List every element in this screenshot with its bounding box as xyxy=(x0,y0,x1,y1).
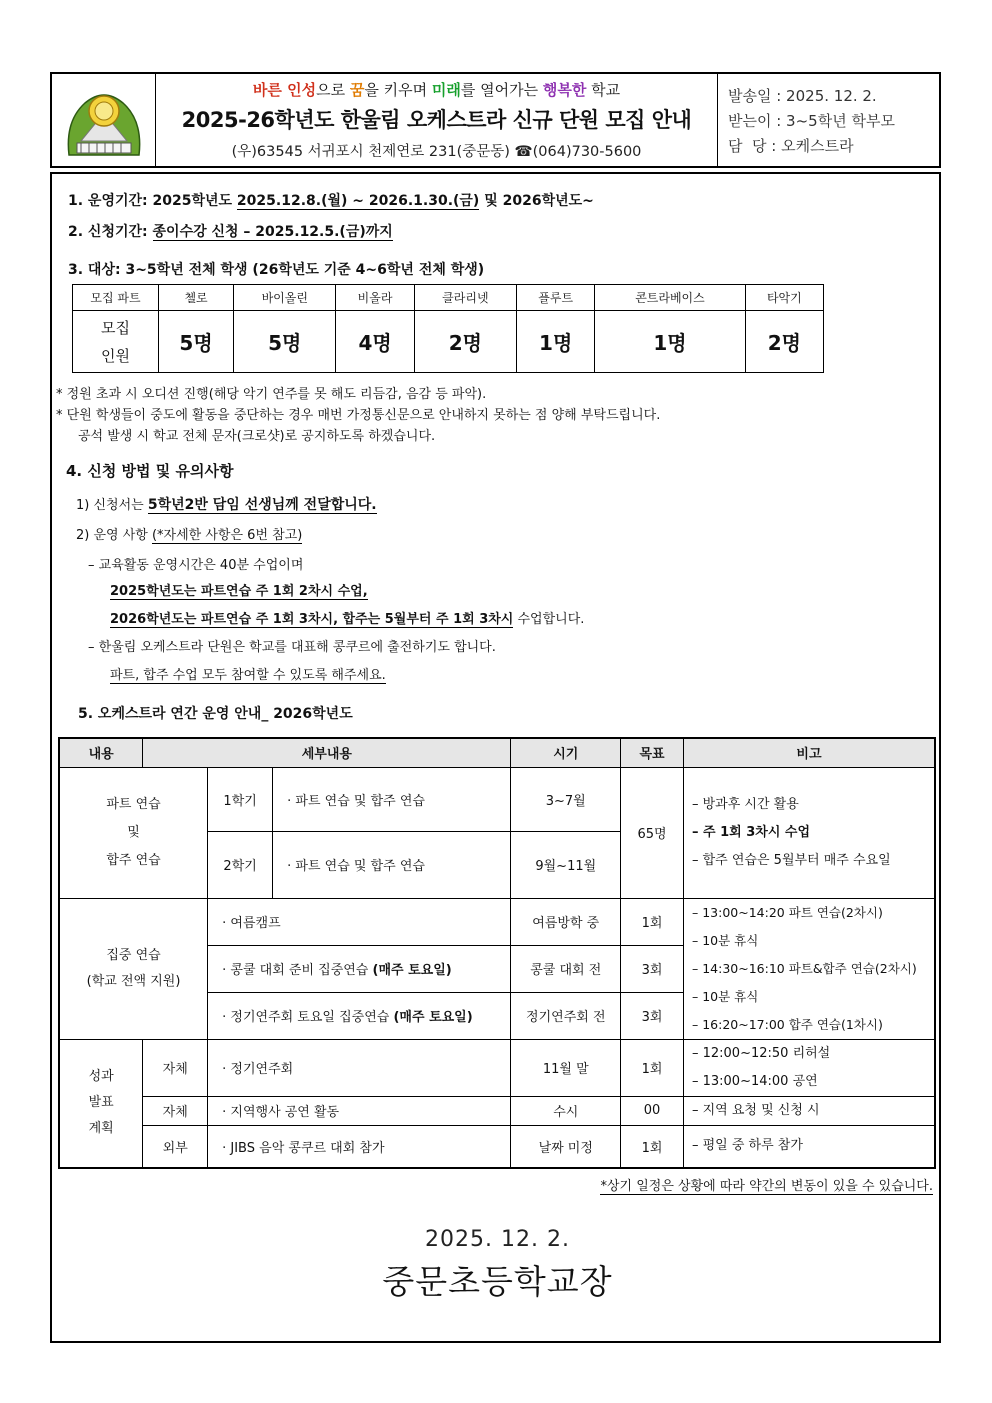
note-dropout: * 단원 학생들이 중도에 활동을 중단하는 경우 매번 가정통신문으로 안내하지 못하는 점 양해 부탁드립니다. xyxy=(56,408,661,423)
section-application-method: 4. 신청 방법 및 유의사항 xyxy=(66,462,234,480)
schedule-table xyxy=(58,737,936,1169)
recruit-header-cell: 첼로 xyxy=(159,285,234,311)
perf-type: 자체 xyxy=(143,1096,208,1125)
recruit-header-cell: 클라리넷 xyxy=(414,285,516,311)
regular-concert-target: 1회 xyxy=(621,1039,684,1096)
schedule-header-cell: 내용 xyxy=(59,738,143,767)
jibs-contest-period: 날짜 미정 xyxy=(511,1125,621,1168)
contest-prep-period: 콩쿨 대회 전 xyxy=(511,945,621,992)
recruit-count-cell: 1명 xyxy=(517,311,595,373)
recruit-count-cell: 4명 xyxy=(336,311,414,373)
school-emblem-icon xyxy=(63,81,145,159)
semester-2-period: 9월~11월 xyxy=(511,831,621,898)
recruit-row-label: 모집 인원 xyxy=(73,311,159,373)
local-event-target: 00 xyxy=(621,1096,684,1125)
contest-prep-target: 3회 xyxy=(621,945,684,992)
school-address: (우)63545 서귀포시 천제연로 231(중문동) ☎(064)730-5600 xyxy=(231,144,642,160)
concert-prep-target: 3회 xyxy=(621,992,684,1039)
document-info xyxy=(718,74,939,166)
manager: 담 당 : 오케스트라 xyxy=(728,137,854,155)
jibs-contest-detail: · JIBS 음악 콩쿠르 대회 참가 xyxy=(208,1125,511,1168)
section-target: 3. 대상: 3~5학년 전체 학생 (26학년도 기준 4~6학년 전체 학생) xyxy=(68,262,485,278)
item-2026-schedule: 2026학년도는 파트연습 주 1회 3차시, 합주는 5월부터 주 1회 3차시 수업합니다. xyxy=(110,612,585,627)
perf-type: 외부 xyxy=(143,1125,208,1168)
item-class-time: – 교육활동 운영시간은 40분 수업이며 xyxy=(88,558,304,573)
perf-type: 자체 xyxy=(143,1039,208,1096)
item-operation: 2) 운영 사항 (*자세한 사항은 6번 참고) xyxy=(76,528,303,543)
performance-plan-label: 성과 발표 계획 xyxy=(59,1039,143,1168)
regular-concert-period: 11월 말 xyxy=(511,1039,621,1096)
concert-prep-detail: · 정기연주회 토요일 집중연습 (매주 토요일) xyxy=(208,992,511,1039)
schedule-header-cell: 목표 xyxy=(621,738,684,767)
local-event-period: 수시 xyxy=(511,1096,621,1125)
note-vacancy: 공석 발생 시 학교 전체 문자(크로샷)로 공지하도록 하겠습니다. xyxy=(78,429,436,444)
section-annual-plan: 5. 오케스트라 연간 운영 안내_ 2026학년도 xyxy=(78,706,353,722)
document-title: 2025-26학년도 한울림 오케스트라 신규 단원 모집 안내 xyxy=(181,108,692,132)
summer-camp-period: 여름방학 중 xyxy=(511,898,621,945)
schedule-header-cell: 비고 xyxy=(683,738,935,767)
recruit-header-cell: 비올라 xyxy=(336,285,414,311)
recruit-header-cell: 콘트라베이스 xyxy=(595,285,745,311)
recruit-header-cell: 플루트 xyxy=(517,285,595,311)
section-application-period: 2. 신청기간: 종이수강 신청 – 2025.12.5.(금)까지 xyxy=(68,224,393,240)
recruit-header-cell: 모집 파트 xyxy=(73,285,159,311)
recruit-count-cell: 5명 xyxy=(234,311,336,373)
part-practice-target: 65명 xyxy=(621,767,684,898)
recruit-count-cell: 2명 xyxy=(745,311,823,373)
regular-concert-remarks: – 12:00~12:50 리허설 – 13:00~14:00 공연 xyxy=(683,1039,935,1096)
part-practice-remarks: – 방과후 시간 활용 – 주 1회 3차시 수업 – 합주 연습은 5월부터 매주 수요일 xyxy=(683,767,935,898)
item-participation: 파트, 합주 수업 모두 참여할 수 있도록 해주세요. xyxy=(110,664,386,684)
school-slogan: 바른 인성으로 꿈을 키우며 미래를 열어가는 행복한 학교 xyxy=(252,81,621,99)
summer-camp-detail: · 여름캠프 xyxy=(208,898,511,945)
schedule-header-cell: 세부내용 xyxy=(143,738,511,767)
part-practice-label: 파트 연습 및 합주 연습 xyxy=(59,767,208,898)
concert-prep-period: 정기연주회 전 xyxy=(511,992,621,1039)
recruit-header-cell: 타악기 xyxy=(745,285,823,311)
semester-1-period: 3~7월 xyxy=(511,767,621,831)
semester-2-row: 2학기 · 파트 연습 및 합주 연습 xyxy=(208,831,511,898)
recruit-count-cell: 1명 xyxy=(595,311,745,373)
item-2025-schedule: 2025학년도는 파트연습 주 1회 2차시 수업, xyxy=(110,580,368,600)
intensive-practice-label: 집중 연습 (학교 전액 지원) xyxy=(59,898,208,1039)
schedule-footnote: *상기 일정은 상황에 따라 약간의 변동이 있을 수 있습니다. xyxy=(600,1175,933,1195)
contest-prep-detail: · 콩쿨 대회 준비 집중연습 (매주 토요일) xyxy=(208,945,511,992)
recruit-count-cell: 5명 xyxy=(159,311,234,373)
note-audition: * 정원 초과 시 오디션 진행(해당 악기 연주를 못 해도 리듬감, 음감 등 파악). xyxy=(56,387,487,402)
document-body xyxy=(50,172,941,1343)
jibs-contest-remark: – 평일 중 하루 참가 xyxy=(683,1125,935,1168)
recipient: 받는이 : 3~5학년 학부모 xyxy=(728,112,895,130)
regular-concert-detail: · 정기연주회 xyxy=(208,1039,511,1096)
send-date: 발송일 : 2025. 12. 2. xyxy=(728,87,877,105)
local-event-remark: – 지역 요청 및 신청 시 xyxy=(683,1096,935,1125)
summer-camp-target: 1회 xyxy=(621,898,684,945)
recruit-table xyxy=(72,284,824,373)
recruit-count-cell: 2명 xyxy=(414,311,516,373)
section-operation-period: 1. 운영기간: 2025학년도 2025.12.8.(월) ~ 2026.1.30.(금) 및 2026학년도~ xyxy=(68,193,594,209)
semester-1-row: 1학기 · 파트 연습 및 합주 연습 xyxy=(208,767,511,831)
document-header xyxy=(50,72,941,168)
schedule-header-cell: 시기 xyxy=(511,738,621,767)
local-event-detail: · 지역행사 공연 활동 xyxy=(208,1096,511,1125)
item-submission: 1) 신청서는 5학년2반 담임 선생님께 전달합니다. xyxy=(76,497,377,513)
footer-date: 2025. 12. 2. xyxy=(425,1227,570,1252)
item-contest: – 한울림 오케스트라 단원은 학교를 대표해 콩쿠르에 출전하기도 합니다. xyxy=(88,640,496,655)
jibs-contest-target: 1회 xyxy=(621,1125,684,1168)
school-logo xyxy=(52,74,156,166)
footer-signer: 중문초등학교장 xyxy=(382,1262,613,1301)
recruit-header-cell: 바이올린 xyxy=(234,285,336,311)
intensive-remarks: – 13:00~14:20 파트 연습(2차시) – 10분 휴식 – 14:30~16:10 파트&합주 연습(2차시) – 10분 휴식 – 16:20~17:00 합주 연습(1차시) xyxy=(683,898,935,1039)
